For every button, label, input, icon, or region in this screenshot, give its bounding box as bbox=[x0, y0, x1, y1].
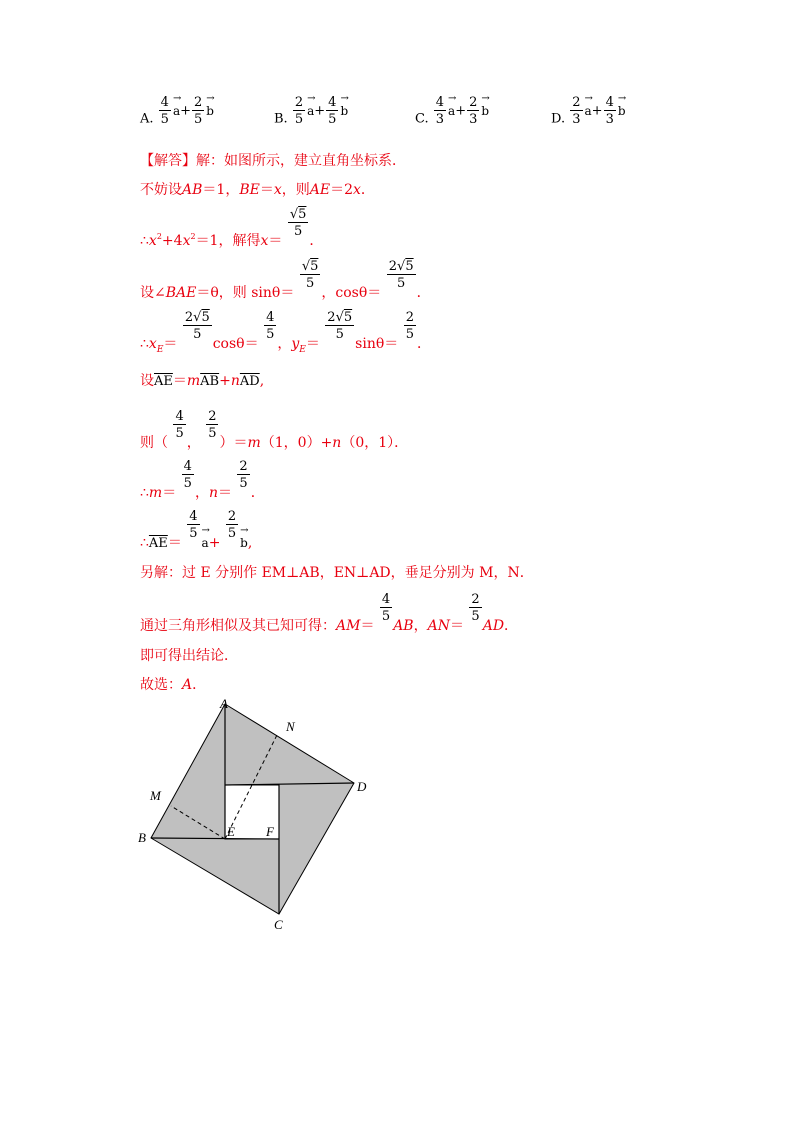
option-letter: C. bbox=[415, 111, 429, 127]
solution-line-4: 设∠BAE＝θ，则 sinθ＝ $\frac{√5}{5}$ ，cosθ＝ $\frac{2√5}{5}$ ． bbox=[140, 259, 431, 301]
vector-a: → a bbox=[173, 104, 180, 118]
fraction: $\frac{2}{3}$ bbox=[572, 95, 581, 127]
fraction: $\frac{4}{3}$ bbox=[605, 95, 614, 127]
option-letter: B. bbox=[274, 111, 288, 127]
vector-b: → b bbox=[481, 104, 489, 118]
solution-line-9: $\therefore\overline{AE}=$ $\frac{4}{5}$ → a+ $\frac{2}{5}$ → b, bbox=[140, 510, 252, 552]
vector-b: → b bbox=[206, 104, 214, 118]
label-n: N bbox=[286, 719, 295, 734]
geometry-figure bbox=[130, 690, 390, 940]
fraction: $\frac{4}{5}$ bbox=[328, 95, 337, 127]
fraction: $\frac{2}{5}$ bbox=[239, 459, 248, 491]
vector-a: → a bbox=[585, 104, 592, 118]
solution-tag: 【解答】 bbox=[140, 153, 196, 169]
vector-b: → b bbox=[340, 104, 348, 118]
vector-a: → a bbox=[307, 104, 314, 118]
solution-intro: 【解答】解：如图所示，建立直角坐标系． bbox=[140, 153, 406, 169]
fraction: $\frac{4}{3}$ bbox=[435, 95, 445, 127]
option-letter: D. bbox=[551, 111, 566, 127]
fraction: $\frac{2√5}{5}$ bbox=[184, 310, 210, 342]
solution-line-11: 通过三角形相似及其已知可得：AM＝ $\frac{4}{5}$ AB，AN＝ $\frac{2}{5}$ AD． bbox=[140, 592, 519, 634]
fraction: $\frac{4}{5}$ bbox=[175, 409, 184, 441]
vector-ad: $\overline{AD}$ bbox=[239, 374, 260, 389]
label-b: B bbox=[138, 830, 146, 845]
fraction: $\frac{2}{3}$ bbox=[469, 95, 478, 127]
option-a[interactable]: A. $\frac{4}{5}$ → a+ $\frac{2}{5}$ → b bbox=[140, 96, 214, 127]
fraction: $\frac{2}{5}$ bbox=[405, 310, 414, 342]
fraction: $\frac{2}{5}$ bbox=[208, 409, 217, 441]
solution-line-10: 另解：过 E 分别作 EM⊥AB，EN⊥AD，垂足分别为 M，N． bbox=[140, 565, 534, 581]
label-m: M bbox=[150, 788, 161, 803]
label-a: A bbox=[220, 696, 228, 711]
solution-line-12: 即可得出结论． bbox=[140, 648, 238, 664]
fraction: $\frac{4}{5}$ bbox=[381, 592, 391, 624]
label-c: C bbox=[274, 917, 283, 932]
vector-a: → a bbox=[448, 104, 455, 118]
fraction: $\frac{2√5}{5}$ bbox=[388, 259, 414, 291]
label-e: E bbox=[227, 824, 235, 839]
fraction: $\frac{2√5}{5}$ bbox=[327, 310, 353, 342]
fraction: $\frac{2}{5}$ bbox=[227, 509, 237, 541]
fraction: $\frac{2}{5}$ bbox=[471, 592, 480, 624]
vector-a: → a bbox=[202, 536, 209, 550]
vector-b: → b bbox=[240, 536, 248, 550]
solution-line-3: $\therefore x^2+4x^2=1$，解得x＝ $\frac{√5}{5}$ ． bbox=[140, 207, 324, 249]
option-c[interactable]: C. $\frac{4}{3}$ → a+ $\frac{2}{3}$ → b bbox=[415, 96, 489, 127]
solution-line-5: $\therefore x_E=$ $\frac{2√5}{5}$ cosθ＝ $\frac{4}{5}$ ，$y_E=$ $\frac{2√5}{5}$ sinθ＝ $\frac{2}{5}$ ． bbox=[140, 310, 431, 355]
solution-line-8: ∴m＝ $\frac{4}{5}$ ，n＝ $\frac{2}{5}$ ． bbox=[140, 459, 265, 501]
vector-b: → b bbox=[618, 104, 626, 118]
solution-line-2: 不妨设AB＝1，BE＝x，则AE＝2x． bbox=[140, 182, 375, 198]
vector-ab: $\overline{AB}$ bbox=[200, 374, 220, 389]
fraction: $\frac{4}{5}$ bbox=[160, 95, 169, 127]
fraction: $\frac{√5}{5}$ bbox=[301, 259, 319, 291]
fraction: $\frac{4}{5}$ bbox=[266, 310, 275, 342]
label-d: D bbox=[357, 779, 367, 794]
solution-line-7: 则（ $\frac{4}{5}$ ， $\frac{2}{5}$ ）＝m（1，0）+n（0，1）． bbox=[140, 409, 409, 451]
fraction: $\frac{4}{5}$ bbox=[189, 509, 198, 541]
fraction: $\frac{√5}{5}$ bbox=[289, 207, 307, 239]
label-f: F bbox=[266, 824, 274, 839]
fraction: $\frac{4}{5}$ bbox=[183, 459, 192, 491]
option-letter: A. bbox=[140, 111, 154, 127]
vector-ae: $\overline{AE}$ bbox=[148, 536, 168, 551]
solution-line-6: 设$\overline{AE}=m\overline{AB}+n\overline{AD}$, bbox=[140, 373, 265, 389]
option-d[interactable]: D. $\frac{2}{3}$ → a+ $\frac{4}{3}$ → b bbox=[551, 96, 626, 127]
solution-answer: 故选：A． bbox=[140, 677, 207, 693]
vector-ae: $\overline{AE}$ bbox=[154, 374, 173, 389]
fraction: $\frac{2}{5}$ bbox=[194, 95, 203, 127]
fraction: $\frac{2}{5}$ bbox=[294, 95, 304, 127]
option-b[interactable]: B. $\frac{2}{5}$ → a+ $\frac{4}{5}$ → b bbox=[274, 96, 348, 127]
